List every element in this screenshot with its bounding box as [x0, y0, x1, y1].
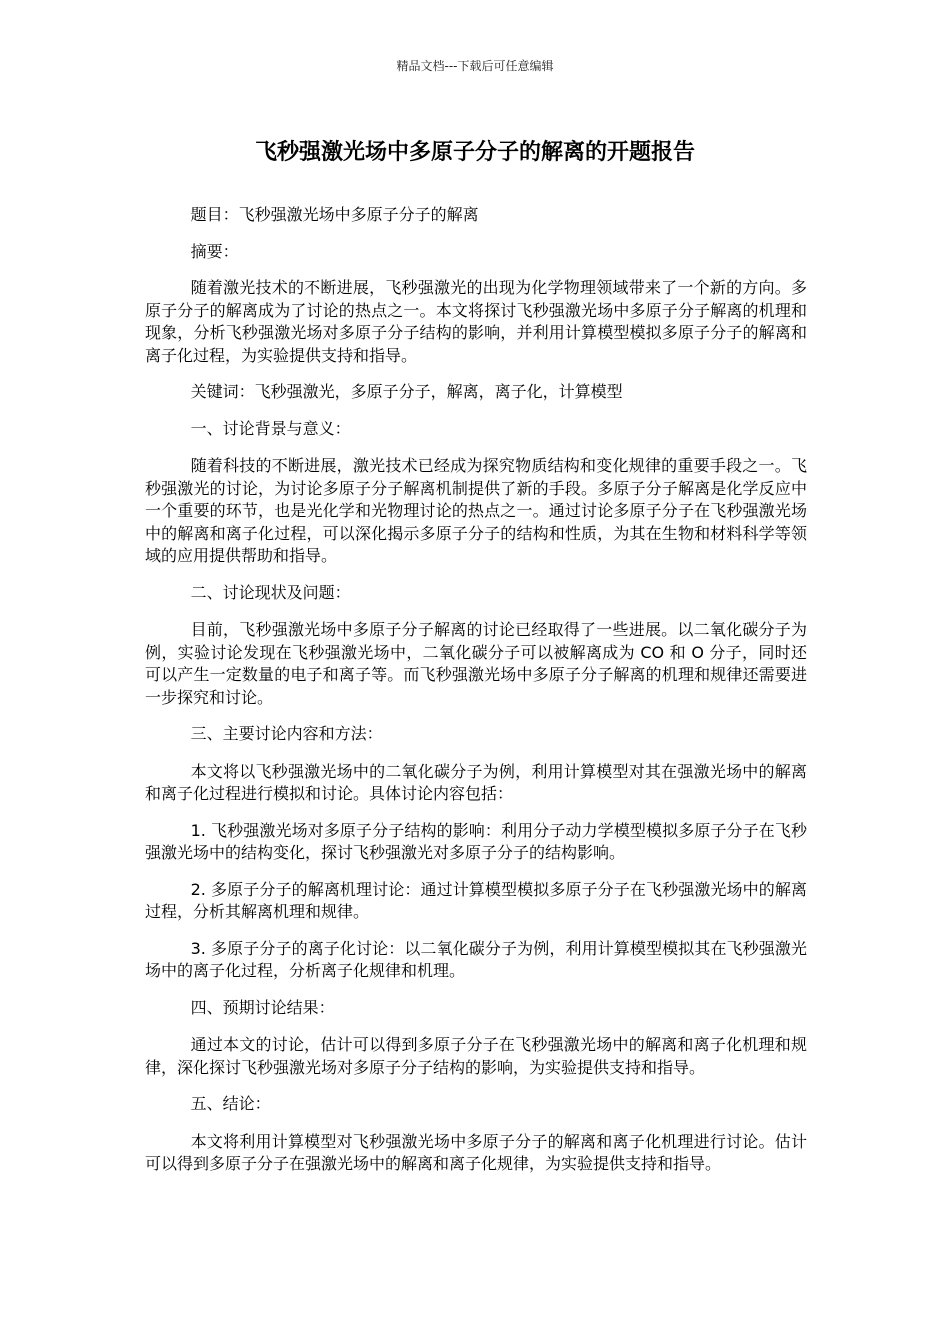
methods-list-item-3: 3. 多原子分子的离子化讨论：以二氧化碳分子为例，利用计算模型模拟其在飞秒强激光场中的离子化过程，分析离子化规律和机理。: [145, 938, 807, 980]
topic-line: 题目：飞秒强激光场中多原子分子的解离: [190, 205, 479, 224]
abstract-label: 摘要：: [190, 241, 239, 261]
document-body: [145, 204, 807, 1190]
section-paragraph-expected: 通过本文的讨论，估计可以得到多原子分子在飞秒强激光场中的解离和离子化机理和规律，深化探讨飞秒强激光场对多原子分子结构的影响，为实验提供支持和指导。: [145, 1035, 807, 1077]
section-heading-expected: 四、预期讨论结果：: [190, 997, 335, 1017]
methods-list-item-1: 1. 飞秒强激光场对多原子分子结构的影响：利用分子动力学模型模拟多原子分子在飞秒强激光场中的结构变化，探讨飞秒强激光对多原子分子的结构影响。: [145, 820, 807, 862]
section-paragraph-conclusion: 本文将利用计算模型对飞秒强激光场中多原子分子的解离和离子化机理进行讨论。估计可以得到多原子分子在强激光场中的解离和离子化规律，为实验提供支持和指导。: [145, 1131, 807, 1173]
abstract-paragraph: 随着激光技术的不断进展，飞秒强激光的出现为化学物理领域带来了一个新的方向。多原子分子的解离成为了讨论的热点之一。本文将探讨飞秒强激光场中多原子分子解离的机理和现象，分析飞秒强激光场对多原子分子结构的影响，并利用计算模型模拟多原子分子的解离和离子化过程，为实验提供支持和指导。: [145, 278, 807, 365]
keywords-line: 关键词：飞秒强激光，多原子分子，解离，离子化，计算模型: [190, 382, 623, 401]
section-paragraph-methods: 本文将以飞秒强激光场中的二氧化碳分子为例，利用计算模型对其在强激光场中的解离和离子化过程进行模拟和讨论。具体讨论内容包括：: [145, 761, 807, 803]
section-heading-conclusion: 五、结论：: [190, 1094, 271, 1113]
section-heading-background: 一、讨论背景与意义：: [190, 418, 351, 438]
section-paragraph-status: 目前，飞秒强激光场中多原子分子解离的讨论已经取得了一些进展。以二氧化碳分子为例，实验讨论发现在飞秒强激光场中，二氧化碳分子可以被解离成为 CO 和 O 分子，同时还可以产生一定数量的电子和离子等。而飞秒强激光场中多原子分子解离的机理和规律还需要进一步探究和讨论。: [145, 620, 807, 707]
methods-list-item-2: 2. 多原子分子的解离机理讨论：通过计算模型模拟多原子分子在飞秒强激光场中的解离过程，分析其解离机理和规律。: [145, 879, 807, 921]
document-title: 飞秒强激光场中多原子分子的解离的开题报告: [254, 140, 695, 165]
section-heading-status: 二、讨论现状及问题：: [190, 582, 351, 602]
section-paragraph-background: 随着科技的不断进展，激光技术已经成为探究物质结构和变化规律的重要手段之一。飞秒强激光的讨论，为讨论多原子分子解离机制提供了新的手段。多原子分子解离是化学反应中一个重要的环节，也是光化学和光物理讨论的热点之一。通过讨论多原子分子在飞秒强激光场中的解离和离子化过程，可以深化揭示多原子分子的结构和性质，为其在生物和材料科学等领域的应用提供帮助和指导。: [145, 456, 807, 565]
section-heading-methods: 三、主要讨论内容和方法：: [190, 724, 383, 743]
page-watermark: 精品文档---下载后可任意编辑: [396, 59, 554, 73]
